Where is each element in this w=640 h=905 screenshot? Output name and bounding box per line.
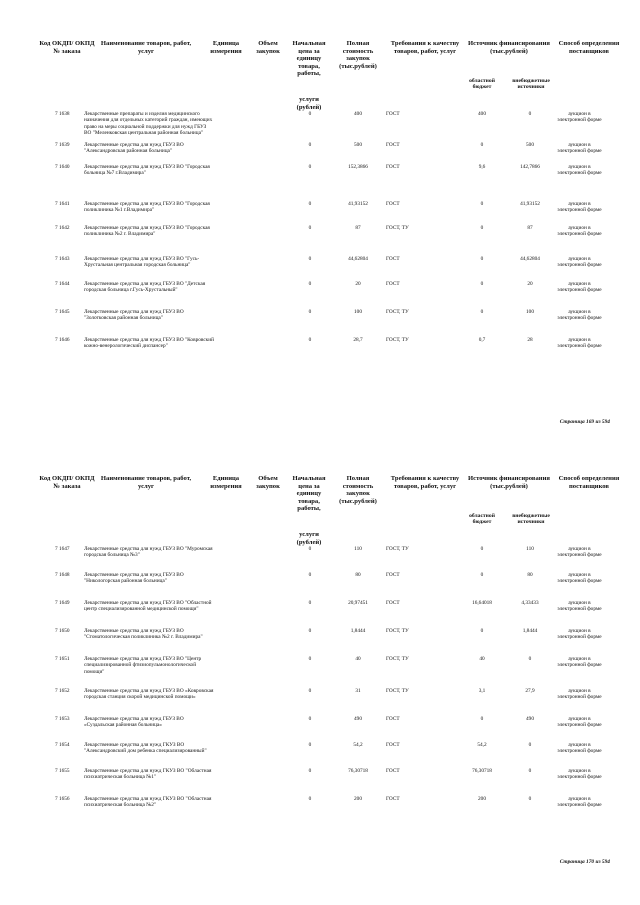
cell-extra: 28 — [527, 337, 533, 343]
cell-code: 7 1656 — [55, 796, 70, 802]
header-volume: Объем закупок — [256, 475, 280, 490]
cell-cost: 110 — [354, 546, 362, 552]
cell-method: аукцион в электронной форме — [557, 628, 602, 641]
cell-req: ГОСТ — [386, 111, 400, 117]
cell-name: Лекарственные средства для нужд ГКУЗ ВО "Александровский дом ребенка специализированный" — [84, 742, 207, 755]
cell-price: 0 — [308, 225, 312, 231]
header-requirements: Требования к качеству товаров, работ, услуг — [390, 475, 460, 490]
cell-code: 7 1646 — [55, 337, 70, 343]
cell-cost: 20 — [355, 281, 361, 287]
cell-name: Лекарственные средства для нужд ГБУЗ ВО "Детская городская больница г.Гусь-Хрустальный" — [84, 281, 206, 294]
cell-method: аукцион в электронной форме — [557, 142, 602, 155]
cell-name: Лекарственные средства для нужд ГБУЗ ВО "Ковровский кожно-венерологический диспансер" — [84, 337, 214, 350]
cell-extra: 142,7866 — [520, 164, 540, 170]
cell-req: ГОСТ — [386, 164, 400, 170]
cell-method: аукцион в электронной форме — [557, 111, 602, 124]
cell-code: 7 1642 — [55, 225, 70, 231]
cell-extra: 0 — [528, 768, 532, 774]
cell-cost: 400 — [354, 111, 362, 117]
cell-extra: 100 — [526, 309, 534, 315]
cell-code: 7 1639 — [55, 142, 70, 148]
cell-extra: 87 — [527, 225, 533, 231]
cell-regional: 0 — [480, 201, 484, 207]
cell-price: 0 — [308, 656, 312, 662]
cell-regional: 0 — [480, 225, 484, 231]
document-page-169 — [0, 0, 640, 450]
header-requirements: Требования к качеству товаров, работ, услуг — [390, 40, 460, 55]
cell-price: 0 — [308, 628, 312, 634]
cell-req: ГОСТ — [386, 281, 400, 287]
header-method: Способ определения поставщиков — [558, 40, 620, 55]
cell-regional: 400 — [478, 111, 486, 117]
cell-req: ГОСТ, ТУ — [386, 309, 409, 315]
cell-req: ГОСТ — [386, 600, 400, 606]
cell-regional: 0 — [480, 309, 484, 315]
page-number: Страница 170 из 594 — [559, 859, 610, 865]
cell-name: Лекарственные средства для нужд ГБУЗ ВО "Гусь-Хрустальная центральная городская больница" — [84, 256, 200, 269]
cell-cost: 152,3866 — [348, 164, 368, 170]
table-row — [0, 600, 640, 630]
table-row — [0, 164, 640, 194]
cell-price: 0 — [308, 742, 312, 748]
cell-extra: 110 — [526, 546, 534, 552]
cell-cost: 200 — [354, 796, 362, 802]
cell-price: 0 — [308, 256, 312, 262]
cell-method: аукцион в электронной форме — [557, 796, 602, 809]
cell-name: Лекарственные средства для нужд ГБУЗ ВО "Муромская городская больница №3" — [84, 546, 213, 559]
cell-regional: 0 — [480, 142, 484, 148]
table-row — [0, 225, 640, 255]
header-price: Начальная цена за единицу товара, работы, — [292, 475, 326, 513]
cell-extra: 500 — [526, 142, 534, 148]
cell-extra: 490 — [526, 716, 534, 722]
cell-code: 7 1651 — [55, 656, 70, 662]
header-source-regional: областной бюджет — [469, 513, 495, 526]
cell-req: ГОСТ — [386, 796, 400, 802]
cell-regional: 9,6 — [478, 164, 486, 170]
cell-method: аукцион в электронной форме — [557, 768, 602, 781]
cell-code: 7 1652 — [55, 688, 70, 694]
header-unit: Единица измерения — [210, 475, 242, 490]
cell-cost: 28,7 — [353, 337, 363, 343]
table-row — [0, 768, 640, 798]
cell-price: 0 — [308, 600, 312, 606]
cell-code: 7 1650 — [55, 628, 70, 634]
header-cost: Полная стоимость закупок (тыс.рублей) — [339, 475, 377, 505]
header-method: Способ определения поставщиков — [558, 475, 620, 490]
cell-cost: 44,62804 — [348, 256, 368, 262]
cell-price: 0 — [308, 337, 312, 343]
cell-method: аукцион в электронной форме — [557, 546, 602, 559]
cell-name: Лекарственные средства для нужд ГКУЗ ВО "Областная психиатрическая больница №2" — [84, 796, 212, 809]
cell-price: 0 — [308, 796, 312, 802]
cell-regional: 76,30718 — [472, 768, 492, 774]
cell-name: Лекарственные средства для нужд ГБУЗ ВО «Суздальская районная больница» — [84, 716, 184, 729]
table-row — [0, 572, 640, 602]
cell-regional: 0 — [480, 281, 484, 287]
cell-code: 7 1645 — [55, 309, 70, 315]
cell-price: 0 — [308, 281, 312, 287]
cell-regional: 200 — [478, 796, 486, 802]
cell-cost: 40 — [355, 656, 361, 662]
cell-price: 0 — [308, 164, 312, 170]
cell-regional: 40 — [479, 656, 485, 662]
cell-method: аукцион в электронной форме — [557, 600, 602, 613]
cell-req: ГОСТ — [386, 256, 400, 262]
cell-cost: 41,93152 — [348, 201, 368, 207]
table-row — [0, 281, 640, 311]
table-row — [0, 656, 640, 686]
cell-req: ГОСТ — [386, 716, 400, 722]
cell-req: ГОСТ, ТУ — [386, 337, 409, 343]
cell-extra: 0 — [528, 796, 532, 802]
cell-method: аукцион в электронной форме — [557, 742, 602, 755]
cell-extra: 80 — [527, 572, 533, 578]
cell-extra: 41,93152 — [520, 201, 540, 207]
cell-extra: 27,9 — [525, 688, 535, 694]
cell-code: 7 1643 — [55, 256, 70, 262]
cell-req: ГОСТ — [386, 201, 400, 207]
cell-name: Лекарственные средства для нужд ГБУЗ ВО "Стоматологическая поликлиника №2 г. Владимира" — [84, 628, 203, 641]
cell-code: 7 1654 — [55, 742, 70, 748]
cell-name: Лекарственные средства для нужд ГБУЗ ВО "Областной центр специализированной медицинской помощи" — [84, 600, 212, 613]
cell-req: ГОСТ, ТУ — [386, 656, 409, 662]
table-row — [0, 796, 640, 826]
cell-regional: 3,1 — [478, 688, 486, 694]
cell-cost: 500 — [354, 142, 362, 148]
cell-method: аукцион в электронной форме — [557, 201, 602, 214]
cell-price: 0 — [308, 309, 312, 315]
cell-cost: 54,2 — [353, 742, 363, 748]
cell-code: 7 1653 — [55, 716, 70, 722]
cell-method: аукцион в электронной форме — [557, 309, 602, 322]
cell-cost: 1,8444 — [350, 628, 366, 634]
cell-price: 0 — [308, 546, 312, 552]
cell-code: 7 1648 — [55, 572, 70, 578]
cell-code: 7 1641 — [55, 201, 70, 207]
cell-cost: 76,30718 — [348, 768, 368, 774]
cell-name: Лекарственные средства для нужд ГКУЗ ВО "Областная психиатрическая больница №1" — [84, 768, 212, 781]
cell-code: 7 1638 — [55, 111, 70, 117]
cell-code: 7 1649 — [55, 600, 70, 606]
cell-method: аукцион в электронной форме — [557, 656, 602, 669]
header-source-regional: областной бюджет — [469, 78, 495, 91]
header-price: Начальная цена за единицу товара, работы, — [292, 40, 326, 78]
cell-code: 7 1647 — [55, 546, 70, 552]
cell-method: аукцион в электронной форме — [557, 225, 602, 238]
document-page-170 — [0, 455, 640, 905]
cell-extra: 0 — [528, 656, 532, 662]
cell-cost: 31 — [355, 688, 361, 694]
header-source: Источник финансирования (тыс.рублей) — [468, 475, 550, 490]
cell-cost: 100 — [354, 309, 362, 315]
cell-name: Лекарственные средства для нужд ГБУЗ ВО "Городская поликлиника №2 г. Владимира" — [84, 225, 210, 238]
cell-price: 0 — [308, 688, 312, 694]
cell-code: 7 1655 — [55, 768, 70, 774]
cell-req: ГОСТ, ТУ — [386, 688, 409, 694]
cell-regional: 0 — [480, 572, 484, 578]
header-unit: Единица измерения — [210, 40, 242, 55]
cell-cost: 80 — [355, 572, 361, 578]
page-number: Страница 169 из 594 — [559, 419, 610, 425]
cell-req: ГОСТ, ТУ — [386, 546, 409, 552]
cell-regional: 0,7 — [478, 337, 486, 343]
cell-extra: 0 — [528, 742, 532, 748]
cell-req: ГОСТ — [386, 768, 400, 774]
cell-regional: 0 — [480, 256, 484, 262]
cell-price: 0 — [308, 201, 312, 207]
header-name: Наименование товаров, работ, услуг — [100, 475, 192, 490]
cell-cost: 20,97451 — [348, 600, 368, 606]
cell-regional: 0 — [480, 716, 484, 722]
cell-method: аукцион в электронной форме — [557, 572, 602, 585]
cell-code: 7 1644 — [55, 281, 70, 287]
table-row — [0, 309, 640, 339]
cell-req: ГОСТ, ТУ — [386, 628, 409, 634]
cell-method: аукцион в электронной форме — [557, 256, 602, 269]
header-code: Код ОКДП/ ОКПД № заказа — [39, 40, 95, 55]
header-code: Код ОКДП/ ОКПД № заказа — [39, 475, 95, 490]
cell-price: 0 — [308, 142, 312, 148]
cell-cost: 490 — [354, 716, 362, 722]
cell-regional: 16,64018 — [472, 600, 492, 606]
header-source-extra: внебюджетные источники — [512, 513, 550, 526]
cell-name: Лекарственные средства для нужд ГБУЗ ВО "Городская поликлиника №1 г.Владимира" — [84, 201, 210, 214]
cell-price: 0 — [308, 572, 312, 578]
header-source: Источник финансирования (тыс.рублей) — [468, 40, 550, 55]
cell-regional: 0 — [480, 546, 484, 552]
cell-req: ГОСТ, ТУ — [386, 225, 409, 231]
table-row — [0, 337, 640, 367]
cell-price: 0 — [308, 111, 312, 117]
header-cost: Полная стоимость закупок (тыс.рублей) — [339, 40, 377, 70]
header-price-sub: услуги (рублей) — [296, 531, 322, 546]
cell-method: аукцион в электронной форме — [557, 688, 602, 701]
table-row — [0, 111, 640, 141]
header-name: Наименование товаров, работ, услуг — [100, 40, 192, 55]
cell-method: аукцион в электронной форме — [557, 281, 602, 294]
cell-cost: 87 — [355, 225, 361, 231]
cell-req: ГОСТ — [386, 572, 400, 578]
cell-name: Лекарственные средства для нужд ГБУЗ ВО «Ковровская городская станция скорой медицинской помощи» — [84, 688, 214, 701]
cell-name: Лекарственные средства для нужд ГБУЗ ВО "Золотковская районная больница" — [84, 309, 184, 322]
header-source-extra: внебюджетные источники — [512, 78, 550, 91]
cell-method: аукцион в электронной форме — [557, 716, 602, 729]
cell-method: аукцион в электронной форме — [557, 337, 602, 350]
header-volume: Объем закупок — [256, 40, 280, 55]
cell-code: 7 1640 — [55, 164, 70, 170]
header-price-sub: услуги (рублей) — [296, 96, 322, 111]
cell-regional: 0 — [480, 628, 484, 634]
cell-req: ГОСТ — [386, 142, 400, 148]
cell-extra: 4,33433 — [521, 600, 539, 606]
table-row — [0, 628, 640, 658]
cell-extra: 20 — [527, 281, 533, 287]
cell-price: 0 — [308, 768, 312, 774]
cell-name: Лекарственные средства для нужд ГБУЗ ВО "Центр специализированной фтизиопульмонологической помощи" — [84, 656, 202, 675]
cell-regional: 54,2 — [477, 742, 487, 748]
table-row — [0, 688, 640, 718]
cell-method: аукцион в электронной форме — [557, 164, 602, 177]
cell-extra: 1,8444 — [522, 628, 538, 634]
cell-extra: 44,62804 — [520, 256, 540, 262]
cell-req: ГОСТ — [386, 742, 400, 748]
cell-extra: 0 — [528, 111, 532, 117]
cell-name: Лекарственные препараты и изделия медицинского назначения для отдельных категорий граждан, имеющих право на меры социальной поддержки для нужд ГБУЗ ВО "Меленковская центральная районная больница" — [84, 111, 213, 136]
cell-price: 0 — [308, 716, 312, 722]
cell-name: Лекарственные средства для нужд ГБУЗ ВО "Городская больница №7 г.Владимира" — [84, 164, 210, 177]
cell-name: Лекарственные средства для нужд ГБУЗ ВО "Александровская районная больница" — [84, 142, 184, 155]
cell-name: Лекарственные средства для нужд ГБУЗ ВО "Никологорская районная больница" — [84, 572, 184, 585]
